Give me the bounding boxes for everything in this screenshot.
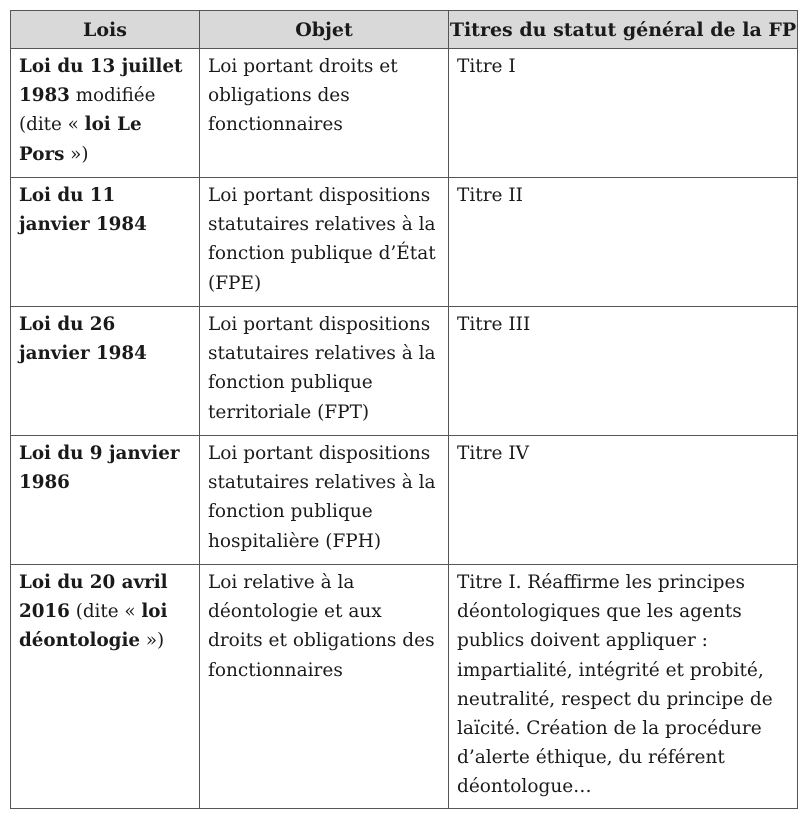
law-nickname: loi Le Pors: [19, 114, 142, 165]
header-lois: Lois: [11, 11, 200, 49]
law-cell: [11, 436, 200, 565]
law-name: Loi du 13 juillet 1983: [19, 56, 183, 107]
law-note-end: »): [140, 630, 165, 652]
title-cell: Titre I. Réaffirme les principes déontologiques que les agents publics doivent appliquer : impartialité, intégrité et probité, neutralité, respect du principe de laïcité. Création de la procédure d’alerte éthique, du référent déontologue…: [449, 565, 798, 809]
object-cell: Loi portant droits et obligations des fonctionnaires: [200, 49, 449, 178]
law-cell: [11, 307, 200, 436]
header-titres: Titres du statut général de la FP: [449, 11, 798, 49]
object-cell: Loi portant dispositions statutaires relatives à la fonction publique d’État (FPE): [200, 178, 449, 307]
law-note: (dite «: [69, 601, 142, 623]
law-name: Loi du 20 avril 2016: [19, 572, 168, 623]
table-row: [11, 436, 798, 565]
object-cell: Loi portant dispositions statutaires relatives à la fonction publique hospitalière (FPH): [200, 436, 449, 565]
header-row: [11, 11, 798, 49]
law-name: Loi du 26 janvier 1984: [19, 314, 147, 365]
law-nickname: loi déontologie: [19, 601, 168, 652]
table-row: [11, 307, 798, 436]
law-name: Loi du 9 janvier 1986: [19, 443, 180, 494]
object-cell: Loi relative à la déontologie et aux droits et obligations des fonctionnaires: [200, 565, 449, 809]
law-name: Loi du 11 janvier 1984: [19, 185, 147, 236]
title-cell: Titre I: [449, 49, 798, 178]
law-cell: [11, 49, 200, 178]
law-note: modifiée (dite «: [19, 85, 156, 136]
table-row: [11, 49, 798, 178]
header-objet: Objet: [200, 11, 449, 49]
title-cell: Titre II: [449, 178, 798, 307]
title-cell: Titre IV: [449, 436, 798, 565]
law-cell: [11, 565, 200, 809]
law-note-end: »): [64, 143, 89, 165]
laws-table: [10, 10, 798, 809]
table-row: [11, 178, 798, 307]
object-cell: Loi portant dispositions statutaires relatives à la fonction publique territoriale (FPT): [200, 307, 449, 436]
law-cell: [11, 178, 200, 307]
table-row: [11, 565, 798, 809]
title-cell: Titre III: [449, 307, 798, 436]
